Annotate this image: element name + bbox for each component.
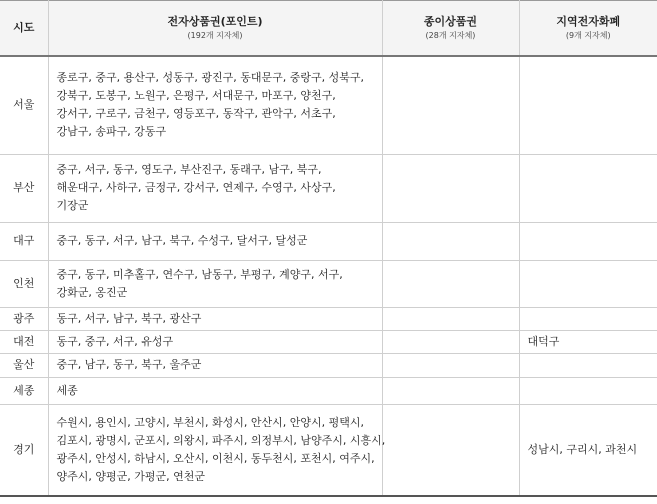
local-currency-cell (519, 377, 657, 404)
paper-cell (382, 154, 519, 222)
header-mobile-voucher: 전자상품권(포인트) (192개 지자체) (48, 1, 382, 57)
region-cell: 대구 (0, 222, 48, 260)
district-line: 광주시, 안성시, 하남시, 오산시, 이천시, 동두천시, 포천시, 여주시, (56, 451, 375, 465)
district-line: 해운대구, 사하구, 금정구, 강서구, 연제구, 수영구, 사상구, (56, 181, 336, 194)
district-line: 양주시, 양평군, 가평군, 연천군 (56, 469, 205, 483)
region-cell: 서울 (0, 56, 48, 154)
header-region: 시도 (0, 1, 48, 57)
region-cell: 세종 (0, 377, 48, 404)
header-paper-voucher: 종이상품권 (28개 지자체) (382, 1, 519, 57)
district-line: 기장군 (56, 199, 89, 212)
local-currency-cell (519, 222, 657, 260)
header-local-currency: 지역전자화폐 (9개 지자체) (519, 1, 657, 57)
region-cell: 대전 (0, 330, 48, 353)
paper-cell (382, 307, 519, 330)
district-line: 강북구, 도봉구, 노원구, 은평구, 서대문구, 마포구, 양천구, (56, 89, 336, 103)
paper-cell (382, 260, 519, 307)
district-line: 김포시, 광명시, 군포시, 의왕시, 파주시, 의정부시, 남양주시, 시흥시, (56, 433, 386, 447)
district-list (48, 154, 382, 222)
region-cell: 경기 (0, 404, 48, 496)
local-currency-cell: 대덕구 (519, 330, 657, 353)
district-line: 중구, 남구, 동구, 북구, 울주군 (56, 358, 202, 371)
table-row (0, 154, 657, 222)
district-list (48, 353, 382, 377)
local-currency-cell (519, 353, 657, 377)
district-line: 종로구, 중구, 용산구, 성동구, 광진구, 동대문구, 중랑구, 성북구, (56, 71, 364, 85)
local-currency-cell (519, 260, 657, 307)
paper-cell (382, 377, 519, 404)
district-line: 중구, 동구, 서구, 남구, 북구, 수성구, 달서구, 달성군 (56, 234, 308, 247)
district-line: 중구, 서구, 동구, 영도구, 부산진구, 동래구, 남구, 북구, (56, 163, 322, 176)
local-currency-cell: 성남시, 구리시, 과천시 (519, 404, 657, 496)
district-list (48, 222, 382, 260)
table-row (0, 56, 657, 154)
local-currency-cell (519, 307, 657, 330)
district-line: 강화군, 옹진군 (56, 285, 128, 299)
table-row (0, 404, 657, 496)
district-line: 강서구, 구로구, 금천구, 영등포구, 동작구, 관악구, 서초구, (56, 107, 336, 121)
table-row (0, 222, 657, 260)
region-cell: 광주 (0, 307, 48, 330)
district-line: 동구, 중구, 서구, 유성구 (56, 334, 174, 348)
region-cell: 부산 (0, 154, 48, 222)
table-row (0, 330, 657, 353)
paper-cell (382, 56, 519, 154)
local-currency-cell (519, 56, 657, 154)
paper-cell (382, 222, 519, 260)
paper-cell (382, 353, 519, 377)
table-header-row (0, 1, 657, 57)
table-row (0, 377, 657, 404)
table-row (0, 353, 657, 377)
paper-cell (382, 330, 519, 353)
district-line: 강남구, 송파구, 강동구 (56, 125, 167, 139)
district-list (48, 307, 382, 330)
district-line: 세종 (56, 383, 78, 397)
district-line: 동구, 서구, 남구, 북구, 광산구 (56, 311, 202, 325)
local-currency-cell (519, 154, 657, 222)
district-list (48, 260, 382, 307)
paper-cell (382, 404, 519, 496)
district-list (48, 56, 382, 154)
region-cell: 인천 (0, 260, 48, 307)
district-list (48, 404, 386, 496)
district-line: 중구, 동구, 미추홀구, 연수구, 남동구, 부평구, 계양구, 서구, (56, 267, 343, 281)
table-row (0, 260, 657, 307)
region-cell: 울산 (0, 353, 48, 377)
district-line: 수원시, 용인시, 고양시, 부천시, 화성시, 안산시, 안양시, 평택시, (56, 415, 364, 429)
table-row (0, 307, 657, 330)
district-list (48, 330, 382, 353)
district-list (48, 377, 382, 404)
